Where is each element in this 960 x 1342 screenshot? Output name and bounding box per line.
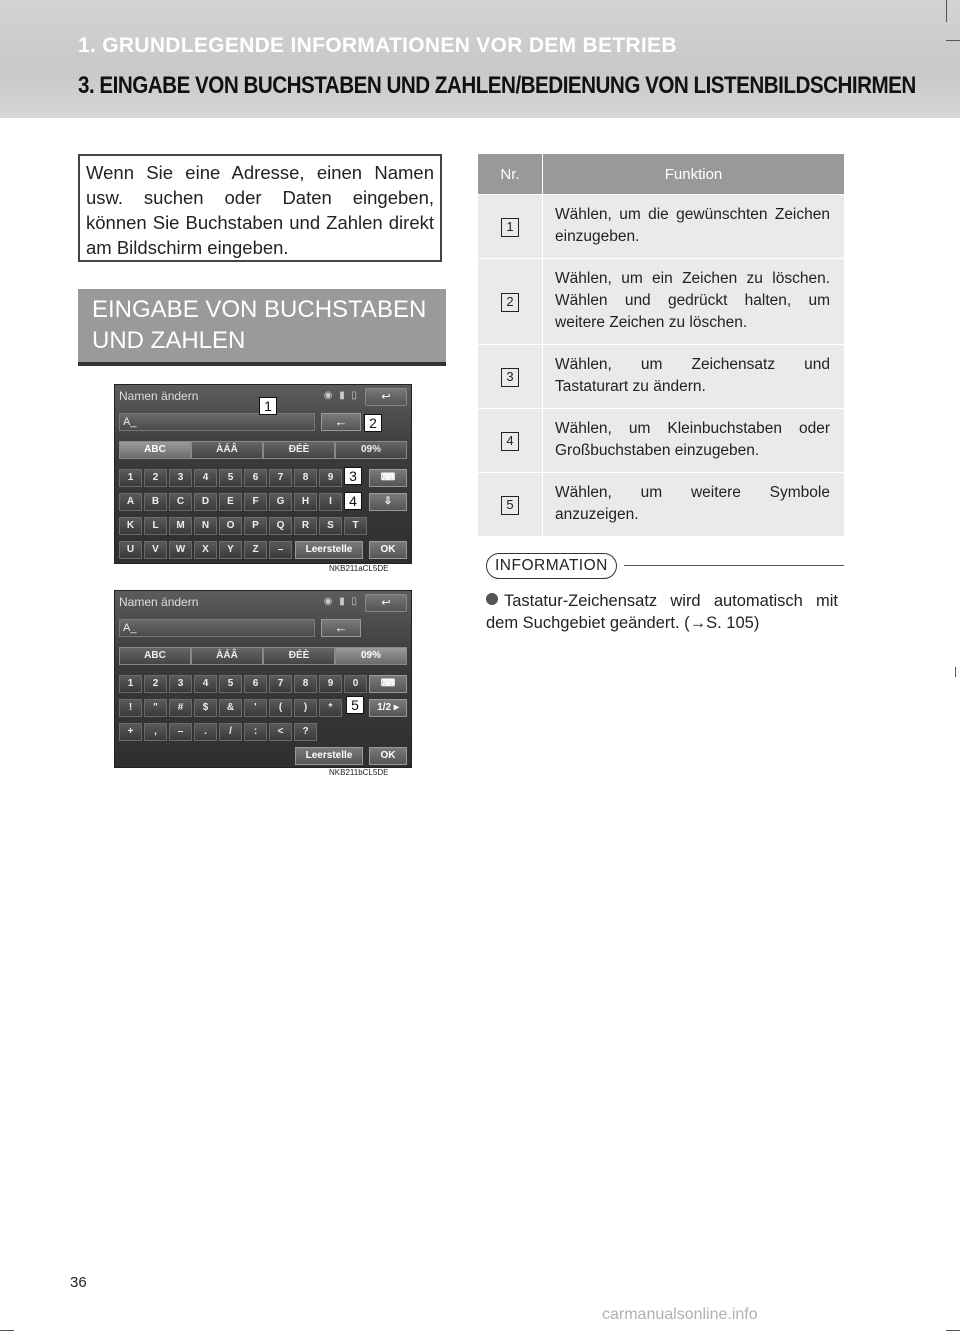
charset-tabs <box>119 441 407 459</box>
row-number: 2 <box>501 293 519 312</box>
tab-accents-e[interactable]: ĐÉÈ <box>263 441 335 459</box>
callout-2: 2 <box>364 414 382 432</box>
crop-mark <box>946 0 947 22</box>
key-row <box>119 675 367 693</box>
key[interactable]: A <box>119 493 142 511</box>
key[interactable]: 8 <box>294 469 317 487</box>
key[interactable]: . <box>194 723 217 741</box>
key[interactable]: E <box>219 493 242 511</box>
key[interactable]: 1 <box>119 675 142 693</box>
key[interactable]: : <box>244 723 267 741</box>
key[interactable]: I <box>319 493 342 511</box>
information-rule <box>624 565 844 566</box>
image-code: NKB211bCL5DE <box>326 768 391 778</box>
key[interactable]: 9 <box>319 675 342 693</box>
intro-box: Wenn Sie eine Adresse, einen Namen usw. suchen oder Daten eingeben, können Sie Buchstaben und Zahlen direkt am Bildschirm eingeben. <box>78 154 442 262</box>
key[interactable]: ! <box>119 699 142 717</box>
status-icons: ◉ ▮ ▯ <box>323 596 359 607</box>
key[interactable]: C <box>169 493 192 511</box>
callout-3: 3 <box>344 467 362 485</box>
bullet-icon <box>486 593 498 605</box>
table-row <box>478 473 844 537</box>
row-function: Wählen, um weitere Symbole anzuzeigen. <box>543 473 845 537</box>
key[interactable]: ' <box>244 699 267 717</box>
key[interactable]: S <box>319 517 342 535</box>
back-button[interactable]: ↩ <box>365 594 407 612</box>
callout-5: 5 <box>346 696 364 714</box>
row-function: Wählen, um ein Zeichen zu löschen. Wählen und gedrückt halten, um weitere Zeichen zu löschen. <box>543 259 845 345</box>
row-number: 1 <box>501 218 519 237</box>
tab-accents-a[interactable]: ÀÁÂ <box>191 647 263 665</box>
key[interactable]: & <box>219 699 242 717</box>
key[interactable]: G <box>269 493 292 511</box>
row-number: 4 <box>501 432 519 451</box>
text-input-field[interactable]: A_ <box>119 619 315 637</box>
key[interactable]: 7 <box>269 469 292 487</box>
key[interactable]: + <box>119 723 142 741</box>
key[interactable]: / <box>219 723 242 741</box>
row-function: Wählen, um Kleinbuchstaben oder Großbuchstaben einzugeben. <box>543 409 845 473</box>
keyboard-type-button[interactable]: ⌨ <box>369 469 407 487</box>
key[interactable]: ) <box>294 699 317 717</box>
key[interactable]: 4 <box>194 675 217 693</box>
tab-abc[interactable]: ABC <box>119 647 191 665</box>
bullet-text: Tastatur-Zeichensatz wird automatisch mit dem Suchgebiet geändert. (→S. 105) <box>486 592 838 632</box>
key[interactable]: 6 <box>244 675 267 693</box>
space-button[interactable]: Leerstelle <box>295 541 363 559</box>
key[interactable]: – <box>169 723 192 741</box>
key[interactable]: * <box>319 699 342 717</box>
key[interactable]: H <box>294 493 317 511</box>
crop-mark <box>0 1330 14 1331</box>
key[interactable]: 8 <box>294 675 317 693</box>
table-row <box>478 195 844 259</box>
key-row <box>119 699 342 717</box>
key[interactable]: M <box>169 517 192 535</box>
key[interactable]: 3 <box>169 469 192 487</box>
key[interactable]: N <box>194 517 217 535</box>
table-row <box>478 345 844 409</box>
page-number: 36 <box>70 1274 87 1291</box>
key[interactable]: D <box>194 493 217 511</box>
keyboard-type-button[interactable]: ⌨ <box>369 675 407 693</box>
key[interactable]: Z <box>244 541 267 559</box>
tab-accents-a[interactable]: ÀÁÂ <box>191 441 263 459</box>
key[interactable]: 6 <box>244 469 267 487</box>
key[interactable]: B <box>144 493 167 511</box>
key-row <box>119 723 317 741</box>
key[interactable]: V <box>144 541 167 559</box>
subheading: EINGABE VON BUCHSTABEN UND ZAHLEN <box>78 289 446 366</box>
key[interactable]: $ <box>194 699 217 717</box>
charset-tabs <box>119 647 407 665</box>
key[interactable]: ? <box>294 723 317 741</box>
crop-mark <box>955 667 956 677</box>
key[interactable]: 2 <box>144 675 167 693</box>
ok-button[interactable]: OK <box>369 747 407 765</box>
tab-numbers[interactable]: 09% <box>335 647 407 665</box>
key[interactable]: 7 <box>269 675 292 693</box>
key-row <box>119 469 342 487</box>
callout-4: 4 <box>344 492 362 510</box>
crop-mark <box>946 1330 960 1331</box>
table-header-function: Funktion <box>543 154 845 195</box>
text-input-field[interactable]: A_ <box>119 413 315 431</box>
function-table <box>478 154 844 536</box>
key[interactable]: W <box>169 541 192 559</box>
key[interactable]: R <box>294 517 317 535</box>
key[interactable]: < <box>269 723 292 741</box>
space-button[interactable]: Leerstelle <box>295 747 363 765</box>
tab-numbers[interactable]: 09% <box>335 441 407 459</box>
key[interactable]: Q <box>269 517 292 535</box>
key[interactable]: 5 <box>219 675 242 693</box>
key[interactable]: 2 <box>144 469 167 487</box>
key[interactable]: U <box>119 541 142 559</box>
key[interactable]: K <box>119 517 142 535</box>
page-header <box>0 0 960 118</box>
status-icons: ◉ ▮ ▯ <box>323 390 359 401</box>
key[interactable]: P <box>244 517 267 535</box>
key[interactable]: " <box>144 699 167 717</box>
keyboard-screenshot-symbols <box>114 590 412 768</box>
key[interactable]: O <box>219 517 242 535</box>
row-function: Wählen, um Zeichensatz und Tastaturart zu ändern. <box>543 345 845 409</box>
back-button[interactable]: ↩ <box>365 388 407 406</box>
key[interactable]: # <box>169 699 192 717</box>
key[interactable]: ( <box>269 699 292 717</box>
key[interactable]: T <box>344 517 367 535</box>
key[interactable]: 4 <box>194 469 217 487</box>
row-number: 5 <box>501 496 519 515</box>
screen-title: Namen ändern <box>119 389 199 403</box>
key[interactable]: 5 <box>219 469 242 487</box>
screen-title: Namen ändern <box>119 595 199 609</box>
callout-1: 1 <box>259 397 277 415</box>
table-row <box>478 409 844 473</box>
information-bullet <box>486 590 838 634</box>
key[interactable]: – <box>269 541 292 559</box>
section-title: 3. EINGABE VON BUCHSTABEN UND ZAHLEN/BEDIENUNG VON LISTENBILDSCHIRMEN <box>78 72 916 99</box>
key-row <box>119 517 367 535</box>
tab-abc[interactable]: ABC <box>119 441 191 459</box>
crop-mark <box>946 40 960 41</box>
chapter-title: 1. GRUNDLEGENDE INFORMATIONEN VOR DEM BETRIEB <box>78 34 677 57</box>
page-button[interactable]: 1/2 ▸ <box>369 699 407 717</box>
image-code: NKB211aCL5DE <box>326 564 391 574</box>
key-row <box>119 541 292 559</box>
table-row <box>478 259 844 345</box>
table-header-nr: Nr. <box>478 154 543 195</box>
key[interactable]: 0 <box>344 675 367 693</box>
delete-button[interactable]: ← <box>321 619 361 637</box>
key-row <box>119 493 342 511</box>
row-number: 3 <box>501 368 519 387</box>
delete-button[interactable]: ← <box>321 413 361 431</box>
key[interactable]: , <box>144 723 167 741</box>
page-label: 1/2 <box>377 702 392 713</box>
information-label: INFORMATION <box>486 553 617 579</box>
row-function: Wählen, um die gewünschten Zeichen einzugeben. <box>543 195 845 259</box>
tab-accents-e[interactable]: ĐÉÈ <box>263 647 335 665</box>
key[interactable]: 3 <box>169 675 192 693</box>
key[interactable]: 9 <box>319 469 342 487</box>
key[interactable]: 1 <box>119 469 142 487</box>
watermark: carmanualsonline.info <box>602 1306 758 1323</box>
key[interactable]: X <box>194 541 217 559</box>
key[interactable]: F <box>244 493 267 511</box>
key[interactable]: L <box>144 517 167 535</box>
shift-button[interactable]: ⇩ <box>369 493 407 511</box>
ok-button[interactable]: OK <box>369 541 407 559</box>
key[interactable]: Y <box>219 541 242 559</box>
